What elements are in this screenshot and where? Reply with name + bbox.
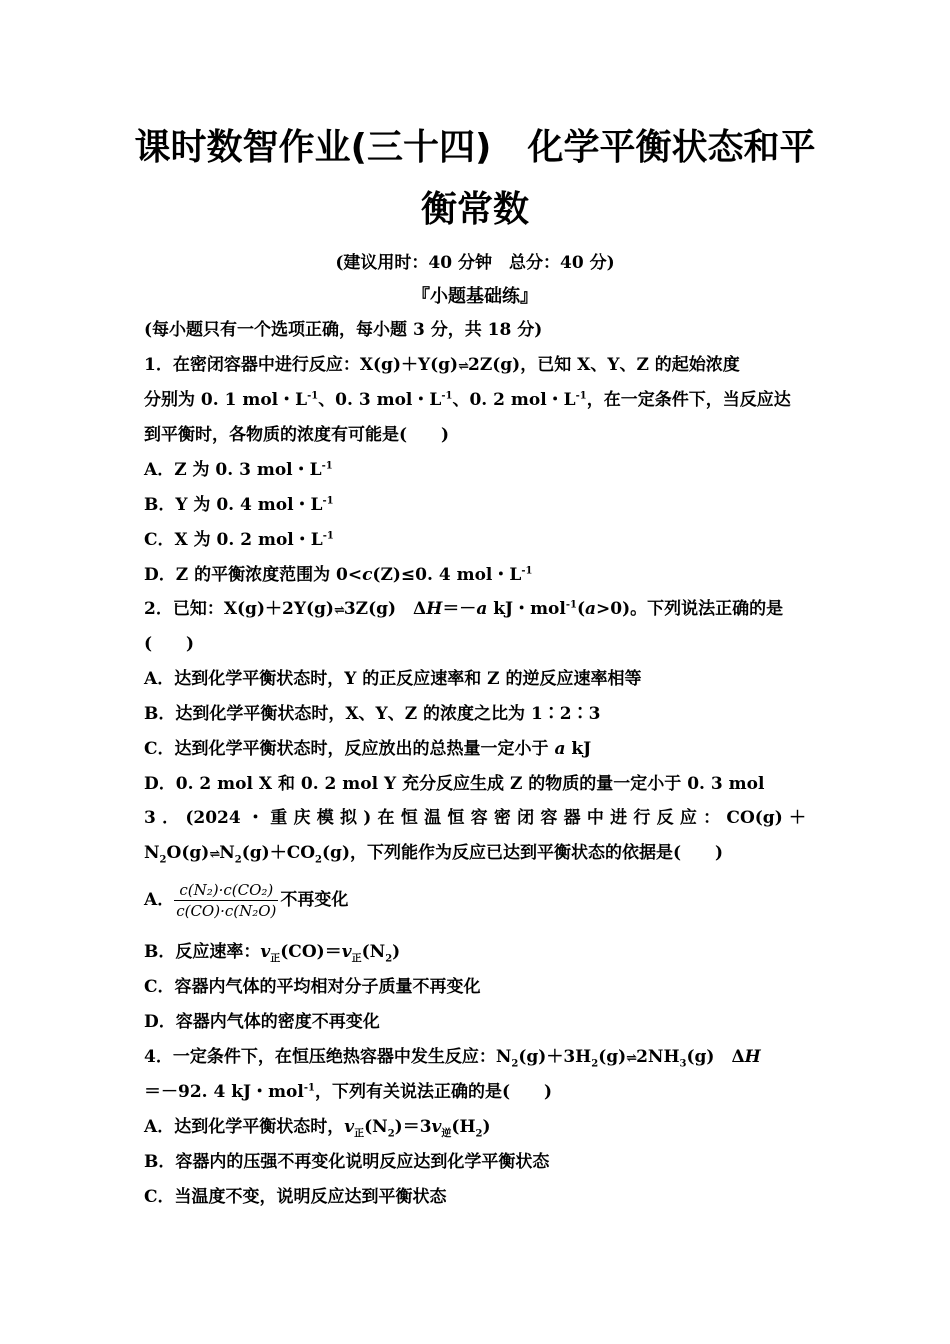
q4-line-2: ＝－92. 4 kJ・mol$^{-1}$，下列有关说法正确的是( )	[144, 1082, 553, 1102]
q3-option-a: A． $\frac{\text{c(N₂)·c(CO₂)}}{\text{c(CO)·c(N₂O)}}$ 不再变化	[144, 881, 349, 920]
equilibrium-arrow-icon: ⇌	[209, 847, 220, 862]
section-heading: 『小题基础练』	[412, 286, 538, 307]
q1-line-1: 1．在密闭容器中进行反应：X(g)＋Y(g)⇌2Z(g)，已知 X、Y、Z 的起始浓度	[144, 355, 740, 375]
q4-option-a: A．达到化学平衡状态时，$v_正(N_2)=3v_逆(H_2)$	[144, 1117, 491, 1140]
time-score-info: (建议用时：40 分钟 总分：40 分)	[335, 253, 615, 273]
fraction-denominator: c(CO)·c(N₂O)	[176, 902, 277, 920]
page-title-line-2: 衡常数	[420, 189, 529, 230]
equilibrium-arrow-icon: ⇌	[333, 603, 344, 618]
q2-option-a: A．达到化学平衡状态时，Y 的正反应速率和 Z 的逆反应速率相等	[144, 669, 642, 689]
instruction: (每小题只有一个选项正确，每小题 3 分，共 18 分)	[144, 320, 543, 340]
q2-option-b: B．达到化学平衡状态时，X、Y、Z 的浓度之比为 1∶2∶3	[144, 704, 601, 724]
fraction-numerator: c(N₂)·c(CO₂)	[174, 880, 278, 901]
q2-option-d: D．0. 2 mol X 和 0. 2 mol Y 充分反应生成 Z 的物质的量一定小于 0. 3 mol	[144, 774, 765, 794]
q3-line-2: $N_2O(g)\rightleftharpoons N_2(g)+CO_2(g)$，下列能作为反应已达到平衡状态的依据是( )	[144, 843, 724, 866]
q2-option-c: C．达到化学平衡状态时，反应放出的总热量一定小于 a kJ	[144, 739, 592, 759]
q1-line-2: 分别为 0. 1 mol・$L^{-1}$、0. 3 mol・$L^{-1}$、0. 2 mol・$L^{-1}$，在一定条件下，当反应达	[144, 390, 791, 410]
q3-option-c: C．容器内气体的平均相对分子质量不再变化	[144, 977, 481, 997]
q2-line-1: 2．已知：X(g)＋2Y(g)⇌3Z(g) ΔH＝－a kJ・mol$^{-1}$(a>0)。下列说法正确的是	[144, 599, 784, 619]
concentration-ratio-fraction	[174, 880, 278, 921]
q1-line-3: 到平衡时，各物质的浓度有可能是( )	[144, 425, 450, 445]
q3-line-1: 3．(2024・重庆模拟)在恒温恒容密闭容器中进行反应：CO(g)＋	[144, 808, 806, 828]
page-title-line-1: 课时数智作业(三十四) 化学平衡状态和平	[134, 127, 816, 168]
q4-line-1: 4．一定条件下，在恒压绝热容器中发生反应：$N_2(g)+3H_2(g)\rightleftharpoons 2NH_3(g)$ ΔH	[144, 1047, 761, 1070]
q3-option-b: B．反应速率：$v_正(CO)=v_正(N_2)$	[144, 942, 401, 965]
q1-option-a: A．Z 为 0. 3 mol・$L^{-1}$	[144, 460, 333, 480]
equilibrium-arrow-icon: ⇌	[458, 359, 469, 374]
q2-line-2: ( )	[144, 634, 195, 654]
q1-option-d: D．Z 的平衡浓度范围为 0<c(Z)≤0. 4 mol・$L^{-1}$	[144, 565, 533, 585]
equilibrium-arrow-icon: ⇌	[626, 1051, 637, 1066]
q3-option-d: D．容器内气体的密度不再变化	[144, 1012, 380, 1032]
q1-option-b: B．Y 为 0. 4 mol・$L^{-1}$	[144, 495, 334, 515]
q4-option-c: C．当温度不变，说明反应达到平衡状态	[144, 1187, 447, 1207]
q1-option-c: C．X 为 0. 2 mol・$L^{-1}$	[144, 530, 334, 550]
q4-option-b: B．容器内的压强不再变化说明反应达到化学平衡状态	[144, 1152, 550, 1172]
